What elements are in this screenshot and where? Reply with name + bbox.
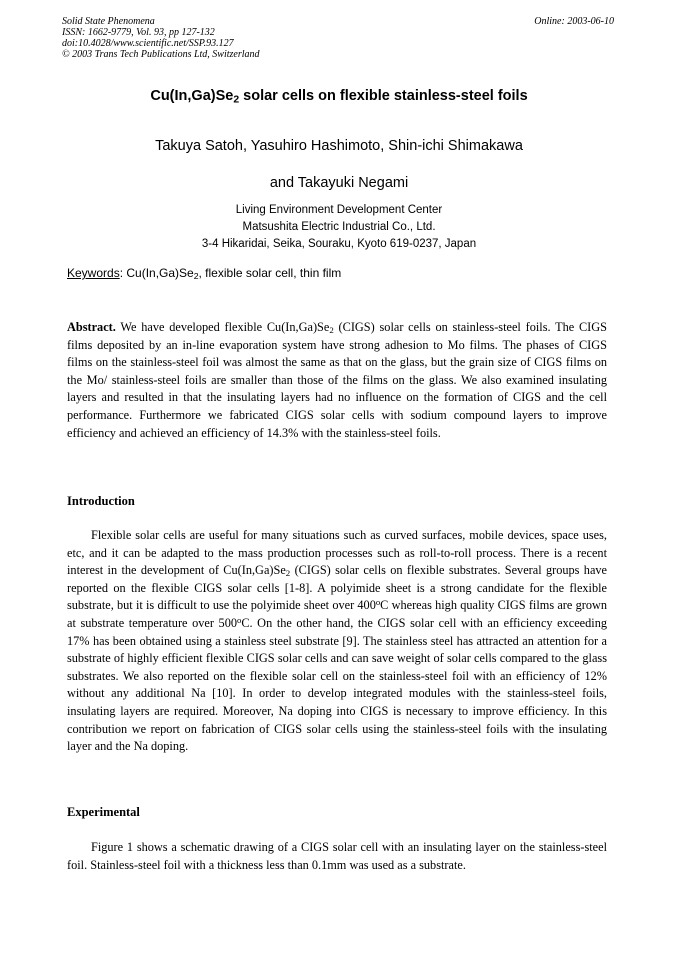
journal-issn: ISSN: 1662-9779, Vol. 93, pp 127-132 bbox=[62, 27, 215, 38]
intro-text-1: Flexible solar cells are useful for many situations such as curved surfaces, mobile devices, space uses, etc, and it can be adapted to the mass production processes such as roll-to-roll process. There is a recent interest in the development of Cu(In,Ga)Se bbox=[67, 528, 607, 578]
introduction-paragraph bbox=[67, 527, 607, 756]
abstract-sub: 2 bbox=[329, 325, 334, 336]
keywords bbox=[67, 266, 341, 280]
keywords-label: Keywords bbox=[67, 266, 120, 280]
journal-header bbox=[62, 16, 260, 60]
intro-text-2: (CIGS) solar cells on flexible substrates. Several groups have reported on the flexible CIGS solar cells [1-8]. A polyimide sheet is a strong candidate for the flexible substrate, but it is difficult to use the polyimide sheet over 400 bbox=[67, 563, 608, 613]
paper-title bbox=[0, 88, 678, 104]
abstract-text-2: (CIGS) solar cells on stainless-steel foils. The CIGS films deposited by an in-line evaporation system have strong adhesion to Mo films. The phases of CIGS films on the stainless-steel foil was almost the same as that on the glass, but the grain size of CIGS films on the Mo/ stainless-steel foils are smaller than those of the films on the glass. We also examined insulating layers and resulted in that the insulating layers had no influence on the formation of CIGS and the cell performance. Furthermore we fabricated CIGS solar cells with sodium compound layers to improve efficiency and achieved an efficiency of 14.3% with the stainless-steel foils. bbox=[67, 320, 607, 440]
title-sub: 2 bbox=[233, 94, 240, 106]
journal-name: Solid State Phenomena bbox=[62, 16, 155, 27]
abstract-label: Abstract. bbox=[67, 320, 116, 334]
keywords-post: , flexible solar cell, thin film bbox=[198, 266, 342, 280]
journal-doi: doi:10.4028/www.scientific.net/SSP.93.127 bbox=[62, 38, 234, 49]
abstract-text-1: We have developed flexible Cu(In,Ga)Se bbox=[115, 320, 330, 334]
affiliation bbox=[0, 202, 678, 253]
experimental-paragraph: Figure 1 shows a schematic drawing of a CIGS solar cell with an insulating layer on the stainless-steel foil. Stainless-steel foil with a thickness less than 0.1mm was used as a substrate. bbox=[67, 840, 607, 872]
keywords-pre: Cu(In,Ga)Se bbox=[126, 266, 194, 280]
affiliation-line-2: Matsushita Electric Industrial Co., Ltd. bbox=[242, 221, 436, 233]
affiliation-line-1: Living Environment Development Center bbox=[235, 204, 443, 216]
intro-sub: 2 bbox=[285, 568, 291, 579]
authors-line-1: Takuya Satoh, Yasuhiro Hashimoto, Shin-ichi Shimakawa bbox=[155, 138, 523, 154]
journal-copyright: © 2003 Trans Tech Publications Ltd, Switzerland bbox=[62, 49, 260, 60]
title-post: solar cells on flexible stainless-steel foils bbox=[239, 88, 528, 104]
intro-text-3: C whereas high quality CIGS films are grown at substrate temperature over 500 bbox=[67, 598, 607, 630]
intro-text-4: C. On the other hand, the CIGS solar cell with an efficiency exceeding 17% has been obtained using a stainless steel substrate [9]. The stainless steel has attracted an attention for a substrate of highly efficient flexible CIGS solar cells and can save weight of solar cells compared to the glass substrates. We also reported on the flexible solar cell on the stainless-steel foil with an efficiency of 12% without any additional Na [10]. In order to develop integrated modules with the stainless-steel foils, insulating layers are required. Moreover, Na doping into CIGS is necessary to improve efficiency. In this contribution we report on fabrication of CIGS solar cells using the stainless-steel foils with the insulating layer and the Na doping. bbox=[67, 615, 607, 754]
keywords-sub: 2 bbox=[193, 271, 199, 282]
abstract-paragraph bbox=[67, 319, 607, 442]
intro-sup-2: o bbox=[237, 615, 242, 626]
keywords-sep: : bbox=[119, 266, 127, 280]
authors-line-2: and Takayuki Negami bbox=[269, 175, 409, 191]
intro-sup-1: o bbox=[375, 597, 381, 608]
experimental-heading: Experimental bbox=[67, 805, 140, 819]
introduction-heading: Introduction bbox=[67, 494, 135, 508]
affiliation-line-3: 3-4 Hikaridai, Seika, Souraku, Kyoto 619-0237, Japan bbox=[201, 238, 477, 250]
online-date: Online: 2003-06-10 bbox=[534, 16, 614, 27]
title-pre: Cu(In,Ga)Se bbox=[150, 88, 234, 104]
